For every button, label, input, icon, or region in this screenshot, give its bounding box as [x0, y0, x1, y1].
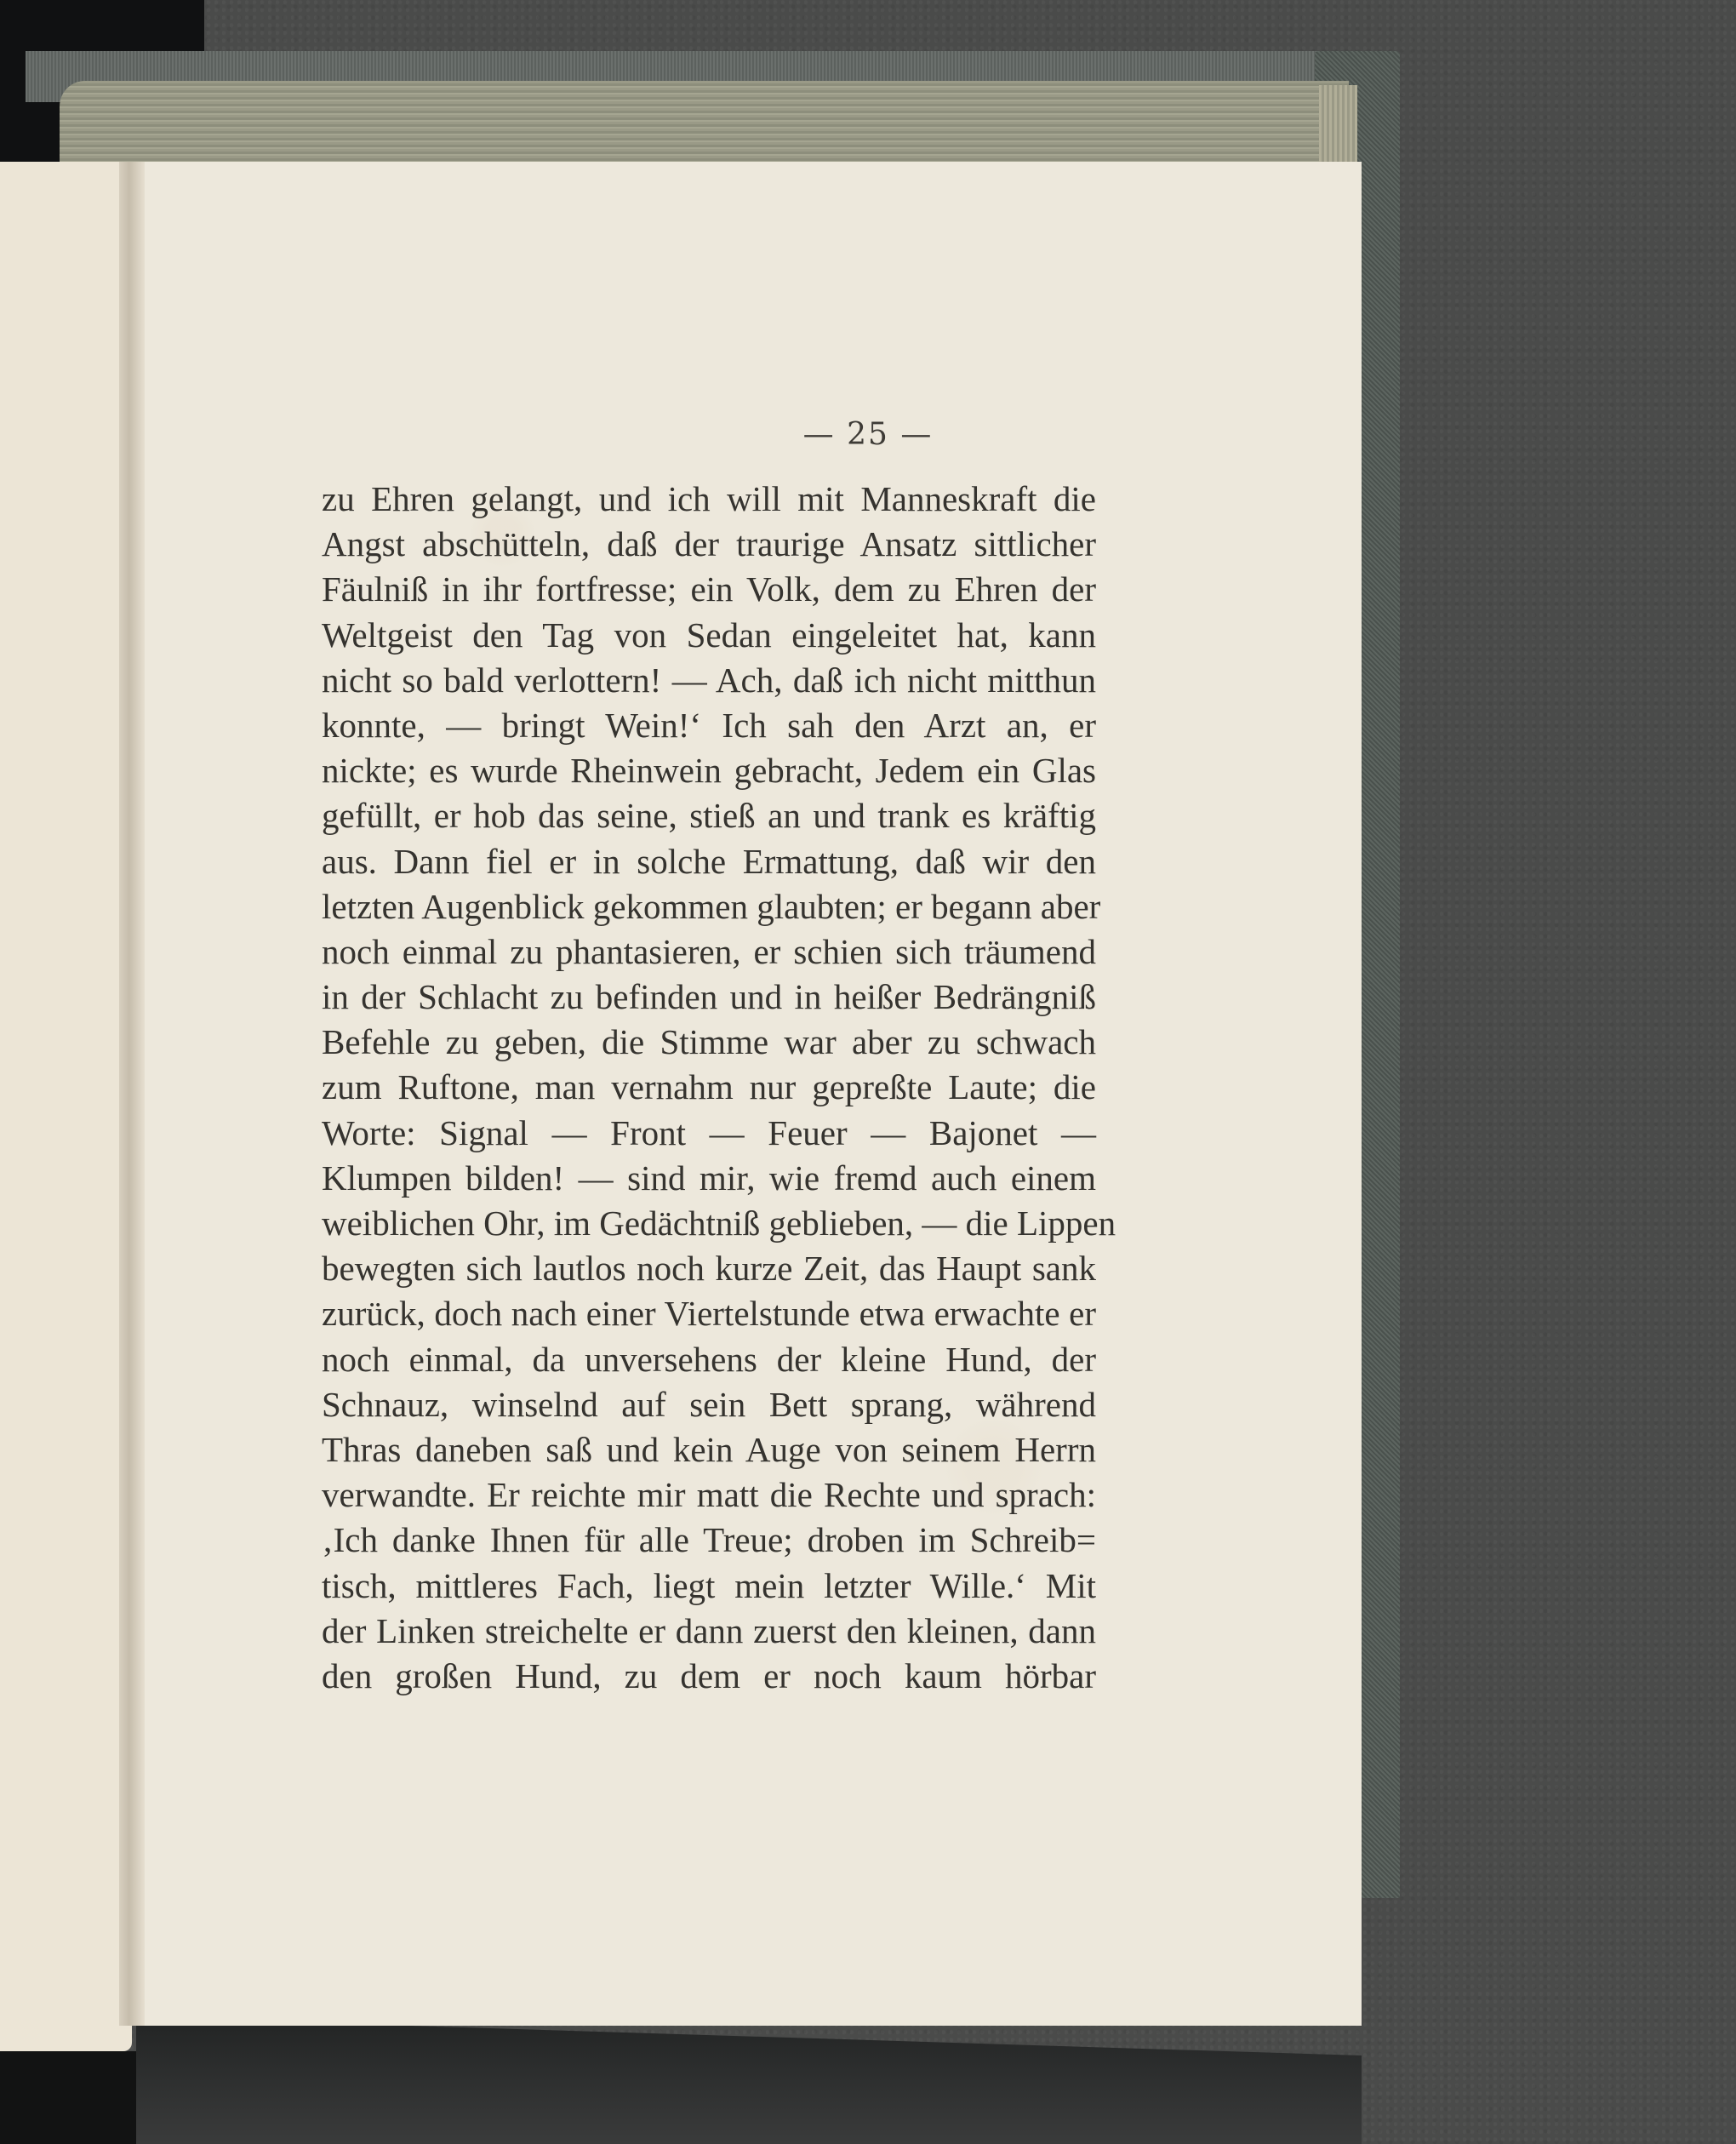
text-line: aus. Dann fiel er in solche Ermattung, daß wir den — [322, 841, 1096, 881]
text-line: tisch, mittleres Fach, liegt mein letzter Wille.‘ Mit — [322, 1565, 1096, 1605]
text-line: Fäulniß in ihr fortfresse; ein Volk, dem zu Ehren der — [322, 569, 1096, 609]
text-line: letzten Augenblick gekommen glaubten; er begann aber — [322, 886, 1101, 926]
text-line: ‚Ich danke Ihnen für alle Treue; droben im Schreib= — [322, 1520, 1096, 1560]
text-line: zu Ehren gelangt, und ich will mit Manneskraft die — [322, 479, 1096, 518]
text-line: zum Ruftone, man vernahm nur gepreßte Laute; die — [322, 1067, 1096, 1107]
text-line: in der Schlacht zu befinden und in heißer Bedrängniß — [322, 977, 1096, 1017]
text-line: Weltgeist den Tag von Sedan eingeleitet hat, kann — [322, 615, 1096, 655]
text-line: Befehle zu geben, die Stimme war aber zu schwach — [322, 1022, 1096, 1062]
text-line: Klumpen bilden! — sind mir, wie fremd auch einem — [322, 1158, 1096, 1198]
text-line: Worte: Signal — Front — Feuer — Bajonet — — [322, 1112, 1096, 1152]
book-underside — [136, 2017, 1362, 2144]
text-line: bewegten sich lautlos noch kurze Zeit, das Haupt sank — [322, 1249, 1096, 1289]
text-line: verwandte. Er reichte mir matt die Rechte und sprach: — [322, 1475, 1096, 1515]
text-line: nickte; es wurde Rheinwein gebracht, Jedem ein Glas — [322, 751, 1096, 791]
text-line: den großen Hund, zu dem er noch kaum hörbar — [322, 1655, 1096, 1695]
text-line: nicht so bald verlottern! — Ach, daß ich nicht mitthun — [322, 660, 1096, 700]
text-line: gefüllt, er hob das seine, stieß an und trank es kräftig — [322, 796, 1096, 836]
body-text — [322, 477, 1116, 1699]
page-number: — 25 — — [802, 417, 934, 452]
text-line: konnte, — bringt Wein!‘ Ich sah den Arzt an, er — [322, 705, 1096, 745]
text-line: Angst abschütteln, daß der traurige Ansatz sittlicher — [322, 524, 1096, 564]
text-line: Thras daneben saß und kein Auge von seinem Herrn — [322, 1429, 1096, 1469]
text-line: weiblichen Ohr, im Gedächtniß geblieben, — die Lippen — [322, 1203, 1116, 1243]
text-line: zurück, doch nach einer Viertelstunde etwa erwachte er — [322, 1294, 1096, 1334]
text-line: der Linken streichelte er dann zuerst den kleinen, dann — [322, 1610, 1096, 1650]
text-line: Schnauz, winselnd auf sein Bett sprang, während — [322, 1384, 1096, 1424]
text-line: noch einmal, da unversehens der kleine Hund, der — [322, 1339, 1096, 1379]
text-line: noch einmal zu phantasieren, er schien sich träumend — [322, 931, 1096, 971]
